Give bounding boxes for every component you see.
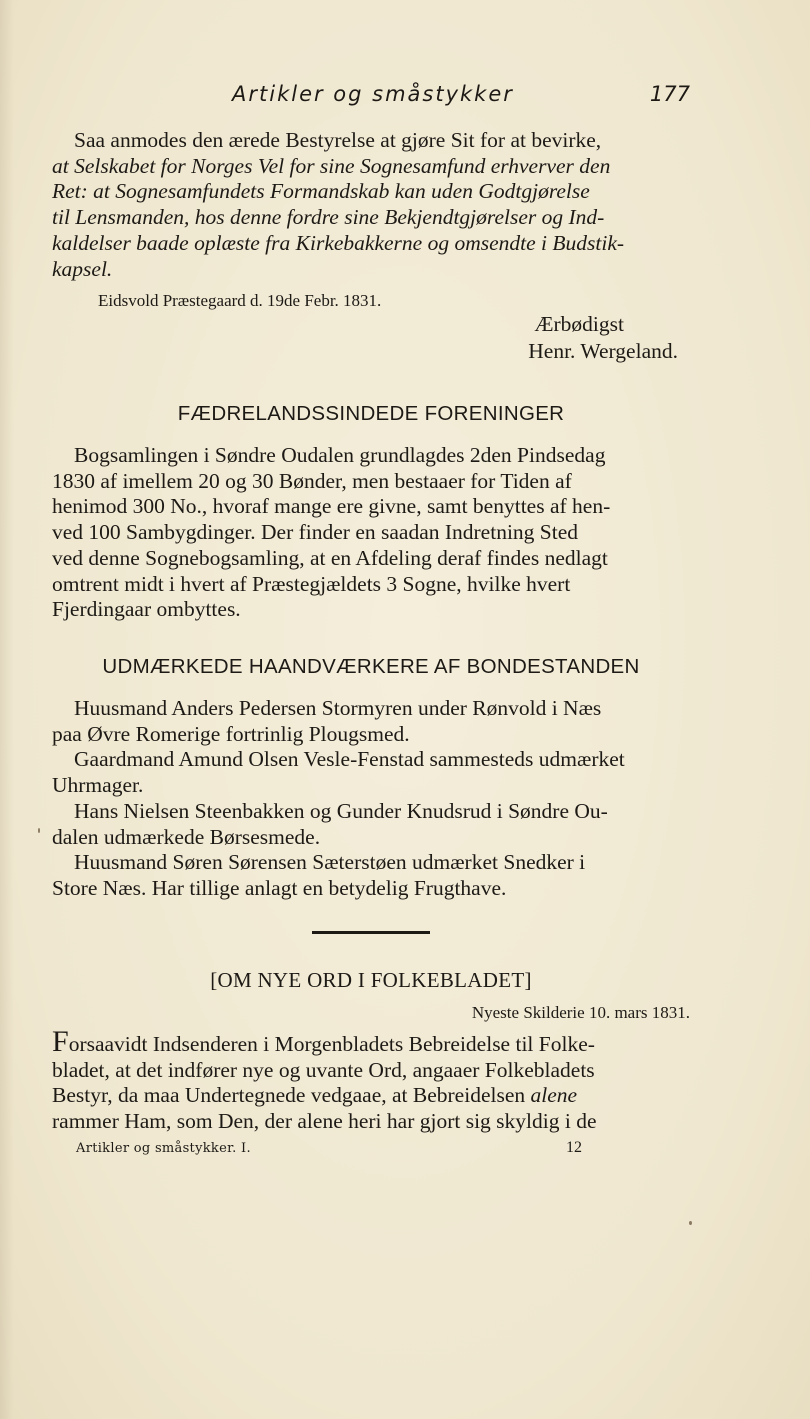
text-line: Huusmand Søren Sørensen Sæterstøen udmærket Snedker i: [74, 850, 586, 875]
emphasis-word: alene: [530, 1083, 578, 1108]
letter-line: at Selskabet for Norges Vel for sine Sognesamfund erhverver den: [52, 153, 611, 178]
paper-speck: [689, 1221, 692, 1225]
text-line: Bestyr, da maa Undertegnede vedgaae, at Bebreidelsen alene: [52, 1083, 578, 1108]
page-header: [52, 80, 690, 114]
section-heading-nye-ord: [OM NYE ORD I FOLKEBLADET]: [210, 968, 532, 992]
letter-line: kaldelser baade oplæste fra Kirkebakkerne og omsendte i Budstik-: [52, 230, 625, 255]
text-line: 1830 af imellem 20 og 30 Bønder, men bestaaer for Tiden af: [52, 468, 572, 493]
text-line: Bogsamlingen i Søndre Oudalen grundlagdes 2den Pindsedag: [74, 443, 606, 467]
text-line: Gaardmand Amund Olsen Vesle-Fenstad sammesteds udmærket: [74, 747, 625, 772]
text-line: Fjerdingaar ombyttes.: [52, 597, 241, 622]
text-line: dalen udmærkede Børsesmede.: [52, 824, 321, 849]
section-heading-foreninger: FÆDRELANDSSINDEDE FORENINGER: [177, 402, 565, 425]
letter-line: Saa anmodes den ærede Bestyrelse at gjøre Sit for at bevirke,: [74, 128, 602, 152]
text-line: Uhrmager.: [52, 773, 144, 798]
section-divider: [312, 931, 430, 934]
text-line: Hans Nielsen Steenbakken og Gunder Knudsrud i Søndre Ou-: [74, 798, 608, 823]
text-line: ved denne Sognebogsamling, at en Afdeling deraf findes nedlagt: [52, 545, 608, 570]
dateline: Eidsvold Præstegaard d. 19de Febr. 1831.: [98, 291, 382, 310]
text-line: Store Næs. Har tillige anlagt en betydelig Frugthave.: [52, 875, 507, 900]
letter-closing: [52, 311, 690, 365]
footer-sheet-number: 12: [566, 1139, 582, 1156]
running-head: Artikler og småstykker: [232, 82, 514, 106]
page-edge-shadow: [0, 0, 14, 1419]
text-line: Forsaavidt Indsenderen i Morgenbladets Bebreidelse til Folke-: [52, 1025, 595, 1058]
letter-line: kapsel.: [52, 256, 113, 281]
paper-speck: [38, 828, 40, 833]
section-heading-haandvaerkere: UDMÆRKEDE HAANDVÆRKERE AF BONDESTANDEN: [102, 655, 640, 678]
text-line: rammer Ham, som Den, der alene heri har gjort sig skyldig i de: [52, 1109, 597, 1134]
source-citation: Nyeste Skilderie 10. mars 1831.: [471, 1003, 690, 1022]
drop-cap: F: [52, 1025, 69, 1058]
page-number: 177: [649, 82, 690, 106]
text-line: omtrent midt i hvert af Præstegjældets 3 Sogne, hvilke hvert: [52, 571, 571, 596]
text-line: Huusmand Anders Pedersen Stormyren under Rønvold i Næs: [74, 696, 602, 720]
text-line: henimod 300 No., hvoraf mange ere givne, samt benyttes af hen-: [52, 494, 611, 519]
section1-text: [52, 443, 690, 623]
text-line: bladet, at det indfører nye og uvante Ord, angaaer Folkebladets: [52, 1057, 595, 1082]
letter-line: til Lensmanden, hos denne fordre sine Bekjendtgjørelser og Ind-: [52, 205, 605, 230]
section3-text: [52, 1025, 690, 1135]
text-line: ved 100 Sambygdinger. Der finder en saadan Indretning Sted: [52, 520, 579, 545]
text-line: paa Øvre Romerige fortrinlig Plougsmed.: [52, 721, 410, 746]
letter-line: Ret: at Sognesamfundets Formandskab kan uden Godtgjørelse: [52, 179, 590, 204]
letter-text: [52, 128, 690, 282]
footer-signature-mark: Artikler og småstykker. I.: [76, 1141, 251, 1156]
section2-text: [52, 696, 690, 902]
signature-text: Henr. Wergeland.: [528, 339, 678, 363]
closing-text: Ærbødigst: [534, 312, 624, 336]
